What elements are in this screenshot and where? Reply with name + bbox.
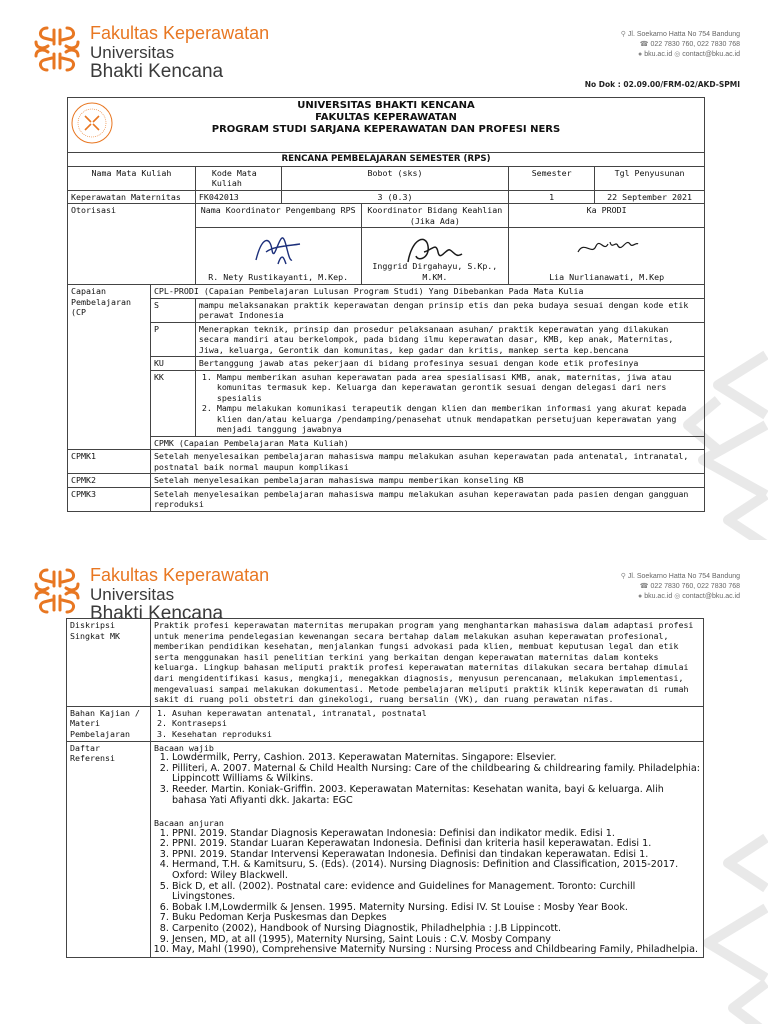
recommended-reading-heading: Bacaan anjuran bbox=[153, 818, 224, 829]
col-date: Tgl Penyusunan bbox=[595, 166, 705, 190]
kk-item: 2. Mampu melakukan komunikasi terapeutik dengan klien dan memberikan informasi yang akurat kepada klien dan/atau keluarga /pendamping/penasehat utnuk mendapatkan persetujuan keperawatan yang menjadi tanggung jawabnya bbox=[217, 403, 701, 435]
faculty-name: Fakultas Keperawatan bbox=[90, 565, 270, 585]
globe-icon: ● bbox=[637, 51, 643, 58]
col-course-name: Nama Mata Kuliah bbox=[68, 166, 196, 190]
university-logo-icon bbox=[30, 564, 84, 618]
phone: 022 7830 760, 022 7830 768 bbox=[650, 583, 740, 590]
university-seal-icon bbox=[70, 101, 114, 145]
coordinator-label: Nama Koordinator Pengembang RPS bbox=[195, 204, 361, 228]
reference-item: 3. PPNI. 2019. Standar Intervensi Keperawatan Indonesia. Definisi dan tindakan keperawatan. Edisi 1. bbox=[172, 850, 700, 861]
description-text: Praktik profesi keperawatan maternitas merupakan program yang menghantarkan mahasiswa dalam adaptasi profesi untuk menerima pendelegasian kewenangan secara bertahap dalam melakukan asuhan keperawatan profesional, memberikan pendidikan kesehatan, menjalankan fungsi advokasi pada klien, membuat keputusan legal dan etik serta menggunakan hasil penelitian terkini yang berkaitan dengan keperawatan maternitas dalam konteks keluarga. Lingkup bahasan meliputi praktik profesi keperawatan maternitas dilakukan secara bertahap dimulai dari mengidentifikasi kasus, mengkaji, menegakkan diagnosis, menyusun perencanaan, melakukan implementasi, mengevaluasi sampai melakukan dokumentasi. Metode pembelajaran meliputi praktik klinik keperawatan di rumah sakit di ruang poli obstetri dan ginekologi, ruang bersalin (VK), dan ruang perawatan nifas. bbox=[150, 619, 703, 707]
course-name: Keperawatan Maternitas bbox=[68, 190, 196, 204]
phone-icon: ☎ bbox=[639, 41, 649, 48]
authorization-label: Otorisasi bbox=[68, 204, 196, 285]
material-item: 1. Asuhan keperawatan antenatal, intranatal, postnatal bbox=[172, 708, 700, 719]
col-semester: Semester bbox=[509, 166, 595, 190]
rps-table bbox=[67, 97, 705, 512]
university-label: Universitas bbox=[90, 585, 175, 604]
reference-item: 2. Pilliteri, A. 2007. Maternal & Child Health Nursing: Care of the childbearing & childrearing family. Philadelphia: Lippincott Williams & Wilkins. bbox=[172, 764, 700, 785]
cpmk-text: Setelah menyelesaikan pembelajaran mahasiswa mampu memberikan konseling KB bbox=[150, 474, 704, 488]
kk-item: 1. Mampu memberikan asuhan keperawatan pada area spesialisasi KMB, anak, maternitas, jiwa atau komunitas termasuk kep. Keluarga dan keperawatan gerontik sesuai dengan delegasi dari ners spesialis bbox=[217, 372, 701, 404]
email-icon: ◎ bbox=[674, 593, 681, 600]
email[interactable]: contact@bku.ac.id bbox=[682, 51, 740, 58]
head-signature-cell bbox=[509, 228, 705, 285]
expertise-signature-cell bbox=[361, 228, 509, 285]
materials-list bbox=[150, 706, 703, 741]
course-code: FK042013 bbox=[195, 190, 281, 204]
cpmk-text: Setelah menyelesaikan pembelajaran mahasiswa mampu melakukan asuhan keperawatan pada antenatal, intranatal, postnatal baik normal maupun komplikasi bbox=[150, 450, 704, 474]
website[interactable]: bku.ac.id bbox=[644, 593, 673, 600]
cpmk-code: CPMK2 bbox=[68, 474, 151, 488]
col-course-code: Kode Mata Kuliah bbox=[195, 166, 281, 190]
reference-item: 1. Lowdermilk, Perry, Cashion. 2013. Keperawatan Maternitas. Singapore: Elsevier. bbox=[172, 753, 700, 764]
reference-item: 10. May, Mahl (1990), Comprehensive Maternity Nursing : Nursing Process and Childbearing Family, Philadhelpia. bbox=[172, 945, 700, 956]
col-credit: Bobot (sks) bbox=[281, 166, 509, 190]
expertise-label: Koordinator Bidang Keahlian (Jika Ada) bbox=[361, 204, 509, 228]
material-item: 2. Kontrasepsi bbox=[172, 718, 700, 729]
head-signature-icon bbox=[574, 232, 640, 262]
phone: 022 7830 760, 022 7830 768 bbox=[650, 41, 740, 48]
references-label: Daftar Referensi bbox=[67, 741, 151, 957]
faculty-name: Fakultas Keperawatan bbox=[90, 23, 270, 43]
cpmk-code: CPMK1 bbox=[68, 450, 151, 474]
contact-info bbox=[621, 30, 740, 60]
reference-item: 4. Hermand, T.H. & Kamitsuru, S. (Eds). (2014). Nursing Diagnosis: Definition and Classification, 2015-2017. Oxford: Wiley Blackwell. bbox=[172, 860, 700, 881]
cp-code-p: P bbox=[150, 322, 195, 357]
website[interactable]: bku.ac.id bbox=[644, 51, 673, 58]
cpmk-code: CPMK3 bbox=[68, 487, 151, 511]
cp-code-ku: KU bbox=[150, 357, 195, 371]
university-name: Bhakti Kencana bbox=[90, 603, 224, 624]
material-item: 3. Kesehatan reproduksi bbox=[172, 729, 700, 740]
course-semester: 1 bbox=[509, 190, 595, 204]
cp-code-s: S bbox=[150, 298, 195, 322]
rps-heading: RENCANA PEMBELAJARAN SEMESTER (RPS) bbox=[68, 153, 705, 167]
location-icon: ⚲ bbox=[620, 31, 626, 38]
cp-code-kk: KK bbox=[150, 370, 195, 436]
head-label: Ka PRODI bbox=[509, 204, 705, 228]
reference-item: 3. Reeder. Martin. Koniak-Griffin. 2003. Keperawatan Maternitas: Kesehatan wanita, bayi & keluarga. Alih bahasa Yati Afiyanti dkk. Jakarta: EGC bbox=[172, 785, 700, 806]
address: Jl. Soekarno Hatta No 754 Bandung bbox=[627, 31, 740, 38]
title-university: UNIVERSITAS BHAKTI KENCANA bbox=[297, 100, 475, 111]
letterhead bbox=[30, 22, 740, 82]
document-number: No Dok : 02.09.00/FRM-02/AKD-SPMI bbox=[584, 80, 740, 89]
cp-label: Capaian Pembelajaran (CP bbox=[68, 285, 151, 450]
description-label: Diskripsi Singkat MK bbox=[67, 619, 151, 707]
course-date: 22 September 2021 bbox=[595, 190, 705, 204]
reference-item: 1. PPNI. 2019. Standar Diagnosis Keperawatan Indonesia: Definisi dan indikator medik. Edisi 1. bbox=[172, 829, 700, 840]
email[interactable]: contact@bku.ac.id bbox=[682, 593, 740, 600]
cp-text-s: mampu melaksanakan praktik keperawatan dengan prinsip etis dan peka budaya sesuai dengan kode etik perawat Indonesia bbox=[195, 298, 704, 322]
reference-item: 5. Bick D, et all. (2002). Postnatal care: evidence and Guidelines for Management. Toronto: Curchill Livingstones. bbox=[172, 882, 700, 903]
title-faculty: FAKULTAS KEPERAWATAN bbox=[315, 112, 457, 123]
address: Jl. Soekarno Hatta No 754 Bandung bbox=[627, 573, 740, 580]
cpmk-text: Setelah menyelesaikan pembelajaran mahasiswa mampu melakukan asuhan keperawatan pada pasien dengan gangguan reproduksi bbox=[150, 487, 704, 511]
materials-label: Bahan Kajian / Materi Pembelajaran bbox=[67, 706, 151, 741]
reference-item: 2. PPNI. 2019. Standar Luaran Keperawatan Indonesia. Definisi dan kriteria hasil keperawatan. Edisi 1. bbox=[172, 839, 700, 850]
university-label: Universitas bbox=[90, 43, 175, 62]
document-title bbox=[68, 98, 705, 153]
university-logo-icon bbox=[30, 22, 84, 76]
university-name: Bhakti Kencana bbox=[90, 61, 224, 82]
reference-item: 9. Jensen, MD, at all (1995), Maternity Nursing, Saint Louis : C.V. Mosby Company bbox=[172, 935, 700, 946]
letterhead bbox=[30, 564, 740, 624]
phone-icon: ☎ bbox=[639, 583, 649, 590]
title-program: PROGRAM STUDI SARJANA KEPERAWATAN DAN PROFESI NERS bbox=[211, 124, 561, 135]
reference-item: 7. Buku Pedoman Kerja Puskesmas dan Depkes bbox=[172, 913, 700, 924]
globe-icon: ● bbox=[637, 593, 643, 600]
coordinator-signature-icon bbox=[248, 232, 308, 268]
references-list bbox=[150, 741, 703, 957]
cp-text-ku: Bertanggung jawab atas pekerjaan di bidang profesinya sesuai dengan kode etik profesinya bbox=[195, 357, 704, 371]
rps-table-continued bbox=[66, 618, 704, 958]
coordinator-name: R. Nety Rustikayanti, M.Kep. bbox=[208, 271, 349, 282]
coordinator-signature-cell bbox=[195, 228, 361, 285]
cpl-prodi-heading: CPL-PRODI (Capaian Pembelajaran Lulusan Program Studi) Yang Dibebankan Pada Mata Kulia bbox=[150, 285, 704, 299]
location-icon: ⚲ bbox=[620, 573, 626, 580]
head-name: Lia Nurlianawati, M.Kep bbox=[549, 271, 665, 282]
reference-item: 6. Bobak I.M,Lowdermilk & Jensen. 1995. Maternity Nursing. Edisi IV. St Louise : Mosby Year Book. bbox=[172, 903, 700, 914]
reference-item: 8. Carpenito (2002), Handbook of Nursing Diagnostik, Philadhelphia : J.B Lippincott. bbox=[172, 924, 700, 935]
cp-text-kk bbox=[195, 370, 704, 436]
cp-text-p: Menerapkan teknik, prinsip dan prosedur pelaksanaan asuhan/ praktik keperawatan yang dilakukan secara mandiri atau berkelompok, pada bidang ilmu keperawatan dasar, KMB, kep anak, Maternitas, Jiwa, keluarga, Gerontik dan komunitas, kep gadar dan kritis, mankep serta kep.bencana bbox=[195, 322, 704, 357]
page-separator bbox=[0, 540, 768, 548]
cpmk-heading: CPMK (Capaian Pembelajaran Mata Kuliah) bbox=[150, 436, 704, 450]
course-credit: 3 (0.3) bbox=[281, 190, 509, 204]
contact-info bbox=[621, 572, 740, 602]
email-icon: ◎ bbox=[674, 51, 681, 58]
expertise-name: Inggrid Dirgahayu, S.Kp., M.KM. bbox=[372, 261, 498, 282]
required-reading-heading: Bacaan wajib bbox=[153, 742, 214, 753]
